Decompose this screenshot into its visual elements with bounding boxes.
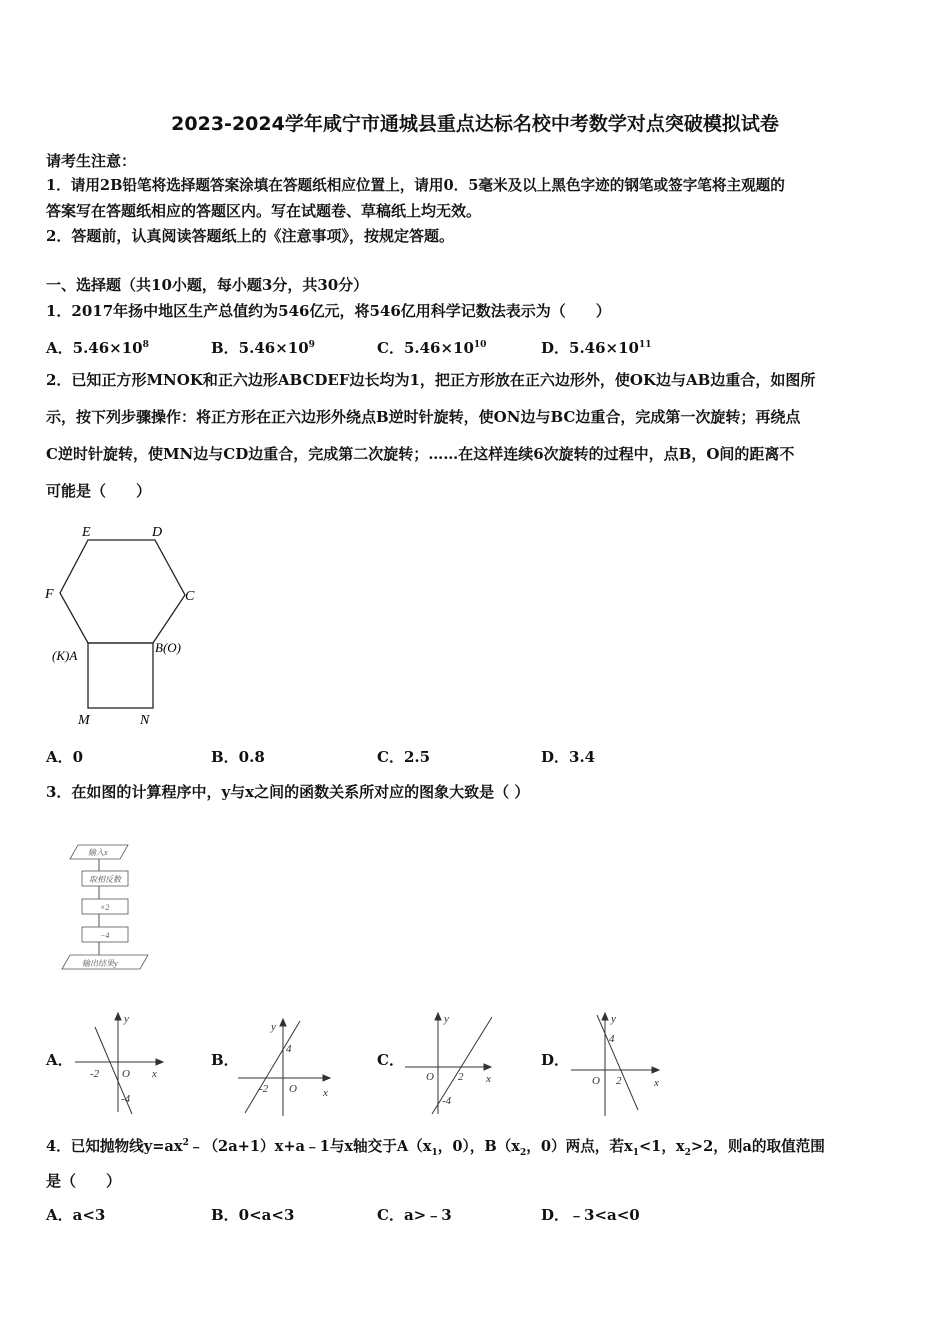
q4-option-b: B．0<a<3	[211, 1206, 295, 1224]
label-bo: B(O)	[155, 640, 181, 655]
axis-y-label: y	[124, 1013, 129, 1025]
q2-option-b: B．0.8	[211, 748, 265, 766]
notice-line-1: 1．请用2B铅笔将选择题答案涂填在答题纸相应位置上，请用0．5毫米及以上黑色字迹的钢笔或签字笔将主观题的	[46, 177, 785, 194]
section-heading: 一、选择题（共10小题，每小题3分，共30分）	[46, 276, 369, 294]
q2-line-2: 示，按下列步骤操作：将正方形在正六边形外绕点B逆时针旋转，使ON边与BC边重合，完成第一次旋转；再绕点	[46, 408, 801, 426]
axis-x-label: x	[152, 1068, 157, 1080]
q4-option-a: A．a<3	[46, 1206, 106, 1224]
graph-b	[235, 1018, 335, 1118]
axis-y-label: y	[271, 1021, 276, 1033]
q1-stem: 1．2017年扬中地区生产总值约为546亿元，将546亿用科学记数法表示为（ ）	[46, 302, 611, 320]
tick-label: -2	[90, 1068, 100, 1080]
q1-option-c: C．$5.46\times 10^{10}$	[377, 339, 487, 357]
axis-x-label: x	[654, 1077, 659, 1089]
origin-label: O	[289, 1083, 297, 1095]
axis-x-label: x	[486, 1073, 491, 1085]
flow-times-2: ×2	[100, 903, 110, 912]
label-ka: (K)A	[52, 648, 78, 663]
graph-d	[568, 1012, 668, 1118]
origin-label: O	[426, 1071, 434, 1083]
tick-label: 2	[458, 1071, 464, 1083]
flowchart	[58, 842, 158, 972]
q2-line-4: 可能是（ ）	[46, 482, 152, 500]
notice-heading: 请考生注意：	[46, 152, 137, 170]
axis-y-label: y	[444, 1013, 449, 1025]
tick-label: 4	[609, 1033, 615, 1045]
q4-option-c: C．a>﹣3	[377, 1206, 452, 1224]
q3-option-b: B．	[211, 1051, 239, 1069]
label-m: M	[78, 713, 90, 728]
label-c: C	[185, 589, 195, 604]
label-f: F	[45, 587, 54, 602]
label-e: E	[82, 525, 91, 540]
q2-option-c: C．2.5	[377, 748, 431, 766]
origin-label: O	[592, 1075, 600, 1087]
q3-option-d: D．	[541, 1051, 570, 1069]
q4-stem: 4．已知抛物线$y=ax^2﹣(2a+1)x+a﹣1$与x轴交于$A(x_1$，0），$B(x_2$，0）两点，若$x_1<1$，$x_2>2$，则a的取值范围	[46, 1137, 825, 1158]
label-n: N	[140, 713, 150, 728]
notice-line-1b: 答案写在答题纸相应的答题区内。写在试题卷、草稿纸上均无效。	[46, 202, 482, 220]
q1-option-a: A．$5.46\times 10^8$	[46, 339, 149, 357]
q2-option-a: A．0	[46, 748, 84, 766]
flow-negate: 取相反数	[89, 875, 121, 884]
tick-label: -2	[259, 1083, 269, 1095]
label-d: D	[152, 525, 163, 540]
tick-label: -4	[442, 1095, 452, 1107]
page-title: 2023-2024学年咸宁市通城县重点达标名校中考数学对点突破模拟试卷	[171, 113, 779, 135]
axis-y-label: y	[611, 1013, 616, 1025]
q2-line-1: 2．已知正方形MNOK和正六边形ABCDEF边长均为1，把正方形放在正六边形外，使OK边与AB边重合，如图所	[46, 371, 816, 389]
tick-label: -4	[121, 1093, 131, 1105]
flow-minus-4: −4	[100, 931, 110, 940]
q3-stem: 3．在如图的计算程序中，y与x之间的函数关系所对应的图象大致是（ ）	[46, 783, 530, 801]
origin-label: O	[122, 1068, 130, 1080]
tick-label: 2	[616, 1075, 622, 1087]
graph-a	[70, 1012, 170, 1118]
q3-option-a: A．	[46, 1051, 73, 1069]
q4-stem-line-2: 是（ ）	[46, 1172, 122, 1190]
q4-option-d: D．﹣3<a<0	[541, 1206, 640, 1224]
axis-x-label: x	[323, 1087, 328, 1099]
q1-option-b: B．$5.46\times 10^9$	[211, 339, 315, 357]
flow-output: 输出结果y	[82, 959, 118, 968]
q3-option-c: C．	[377, 1051, 404, 1069]
flow-input: 输入x	[88, 848, 108, 857]
q2-option-d: D．3.4	[541, 748, 596, 766]
q1-option-d: D．$5.46\times 10^{11}$	[541, 339, 652, 357]
notice-line-2: 2．答题前，认真阅读答题纸上的《注意事项》，按规定答题。	[46, 227, 454, 245]
hexagon-square-figure	[40, 518, 210, 733]
graph-c	[402, 1012, 502, 1118]
tick-label: 4	[286, 1043, 292, 1055]
q2-line-3: C逆时针旋转，使MN边与CD边重合，完成第二次旋转；……在这样连续6次旋转的过程中，点B，O间的距离不	[46, 445, 795, 463]
